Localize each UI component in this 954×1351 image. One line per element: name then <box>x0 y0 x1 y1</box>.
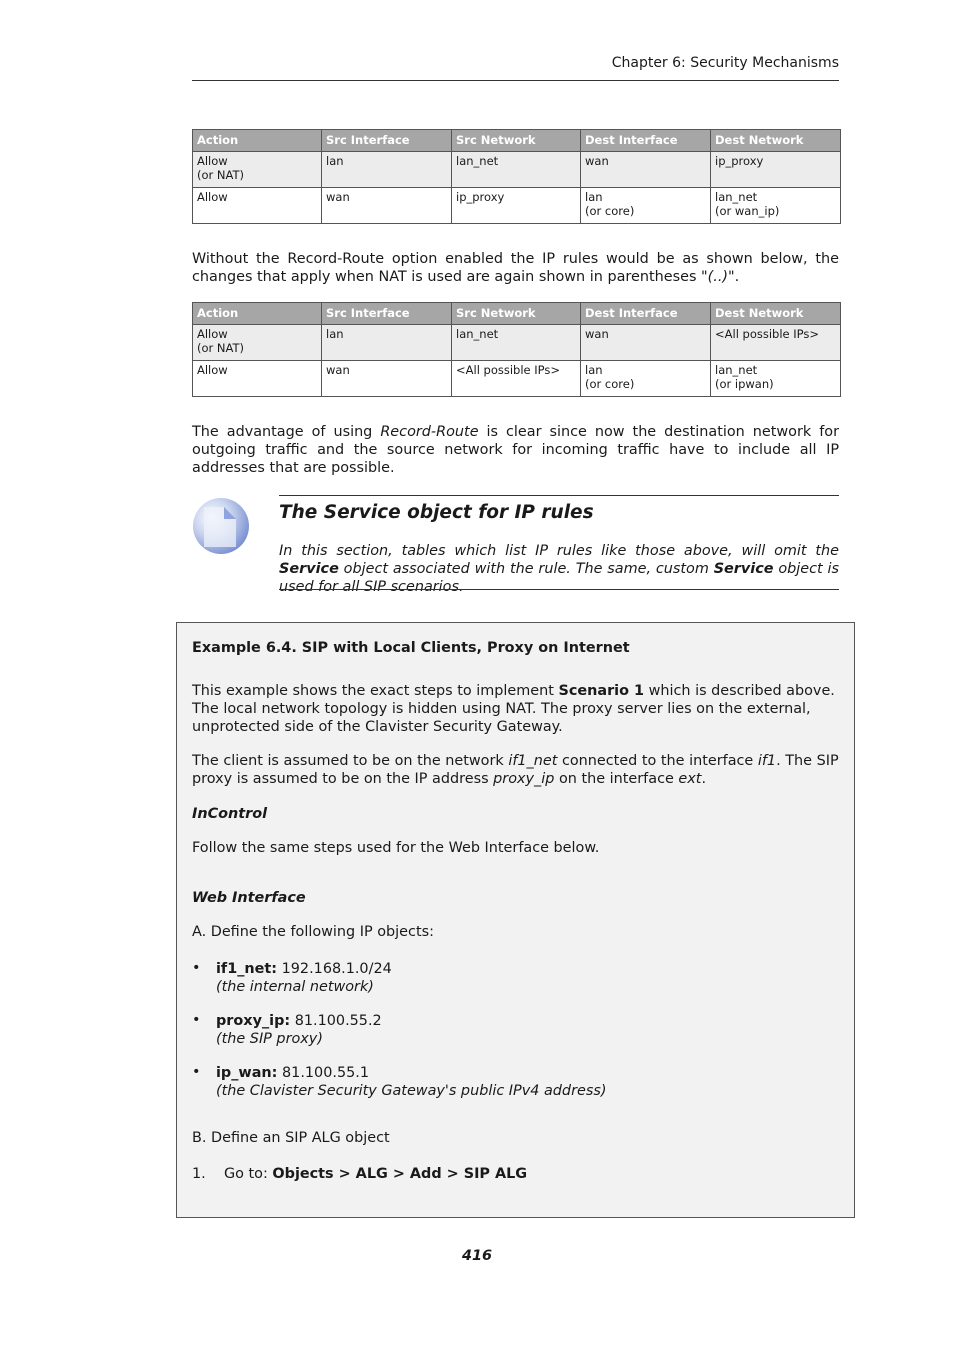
cell-text: (or ipwan) <box>715 377 774 391</box>
cell-text: lan_net <box>715 190 758 204</box>
step-1-instruction: Go to: Objects > ALG > Add > SIP ALG <box>224 1166 528 1182</box>
cell-text: (or wan_ip) <box>715 204 780 218</box>
cell-text: Allow <box>197 363 228 377</box>
paragraph-record-route-advantage: The advantage of using Record-Route is clear since now the destination network for outgoing traffic and the source network for incoming traffic have to include all IP addresses that are possible. <box>192 424 839 476</box>
cell-text: wan <box>326 363 350 377</box>
note-rule-top <box>279 495 839 496</box>
table-cell <box>581 152 711 188</box>
table-cell <box>711 325 841 361</box>
cell-text: lan_net <box>715 363 758 377</box>
table-cell <box>581 361 711 397</box>
cell-text: (or core) <box>585 204 635 218</box>
ip-rules-table-record-route <box>192 129 841 224</box>
column-header: Action <box>193 130 322 152</box>
table-row <box>193 188 841 224</box>
table-row <box>193 325 841 361</box>
cell-text: (or NAT) <box>197 168 244 182</box>
column-header: Dest Network <box>711 130 841 152</box>
bullet-dot: • <box>192 1012 201 1028</box>
step-number: 1. <box>192 1166 206 1182</box>
table-cell <box>711 188 841 224</box>
step-b-text: B. Define an SIP ALG object <box>192 1130 390 1146</box>
column-header: Action <box>193 303 322 325</box>
table-cell <box>322 325 452 361</box>
column-header: Dest Network <box>711 303 841 325</box>
note-rule-bottom <box>279 589 839 590</box>
paragraph-without-record-route: Without the Record-Route option enabled the IP rules would be as shown below, the changes that apply when NAT is used are again shown in parentheses "(..)". <box>192 251 839 285</box>
chapter-header: Chapter 6: Security Mechanisms <box>611 55 839 71</box>
cell-text: Allow <box>197 327 228 341</box>
cell-text: lan_net <box>456 154 499 168</box>
cell-text: <All possible IPs> <box>715 327 820 341</box>
cell-text: ip_proxy <box>456 190 505 204</box>
column-header: Dest Interface <box>581 130 711 152</box>
incontrol-text: Follow the same steps used for the Web Interface below. <box>192 840 600 856</box>
example-client-description: The client is assumed to be on the network if1_net connected to the interface if1. The SIP proxy is assumed to be on the IP address proxy_ip on the interface ext. <box>192 753 839 787</box>
step-a-text: A. Define the following IP objects: <box>192 924 434 940</box>
table-header-row <box>193 303 841 325</box>
table-cell <box>452 152 581 188</box>
table-cell <box>322 361 452 397</box>
cell-text: ip_proxy <box>715 154 764 168</box>
note-title: The Service object for IP rules <box>279 502 594 523</box>
column-header: Src Network <box>452 130 581 152</box>
example-title: Example 6.4. SIP with Local Clients, Proxy on Internet <box>192 640 630 656</box>
cell-text: lan <box>326 154 344 168</box>
cell-text: wan <box>326 190 350 204</box>
table-cell <box>711 152 841 188</box>
cell-text: lan <box>585 363 603 377</box>
table-header-row <box>193 130 841 152</box>
note-text: In this section, tables which list IP rules like those above, will omit the Service object associated with the rule. The same, custom Service object is used for all SIP scenarios. <box>279 543 839 595</box>
table-cell <box>711 361 841 397</box>
cell-text: wan <box>585 327 609 341</box>
column-header: Src Network <box>452 303 581 325</box>
example-intro: This example shows the exact steps to implement Scenario 1 which is described above. The local network topology is hidden using NAT. The proxy server lies on the external, unprotected side of the Clavister Security Gateway. <box>192 683 835 735</box>
web-interface-heading: Web Interface <box>192 890 306 906</box>
page-number: 416 <box>461 1248 493 1264</box>
cell-text: Allow <box>197 154 228 168</box>
table-cell <box>193 188 322 224</box>
list-item: proxy_ip: 81.100.55.2 (the SIP proxy) <box>216 1013 382 1047</box>
note-page-icon <box>192 497 250 555</box>
table-cell <box>193 361 322 397</box>
table-cell <box>581 188 711 224</box>
incontrol-heading: InControl <box>192 806 268 822</box>
cell-text: (or core) <box>585 377 635 391</box>
list-item: if1_net: 192.168.1.0/24 (the internal network) <box>216 961 392 995</box>
table-cell <box>581 325 711 361</box>
column-header: Dest Interface <box>581 303 711 325</box>
header-rule <box>192 80 839 81</box>
cell-text: lan_net <box>456 327 499 341</box>
cell-text: lan <box>585 190 603 204</box>
table-cell <box>193 325 322 361</box>
table-cell <box>452 188 581 224</box>
table-cell <box>193 152 322 188</box>
table-cell <box>452 361 581 397</box>
column-header: Src Interface <box>322 303 452 325</box>
cell-text: <All possible IPs> <box>456 363 561 377</box>
table-cell <box>322 188 452 224</box>
table-row <box>193 152 841 188</box>
table-row <box>193 361 841 397</box>
cell-text: wan <box>585 154 609 168</box>
list-item: ip_wan: 81.100.55.1 (the Clavister Security Gateway's public IPv4 address) <box>216 1065 607 1099</box>
cell-text: lan <box>326 327 344 341</box>
table-cell <box>452 325 581 361</box>
cell-text: (or NAT) <box>197 341 244 355</box>
bullet-dot: • <box>192 960 201 976</box>
cell-text: Allow <box>197 190 228 204</box>
ip-rules-table-no-record-route <box>192 302 841 397</box>
table-cell <box>322 152 452 188</box>
bullet-dot: • <box>192 1064 201 1080</box>
column-header: Src Interface <box>322 130 452 152</box>
